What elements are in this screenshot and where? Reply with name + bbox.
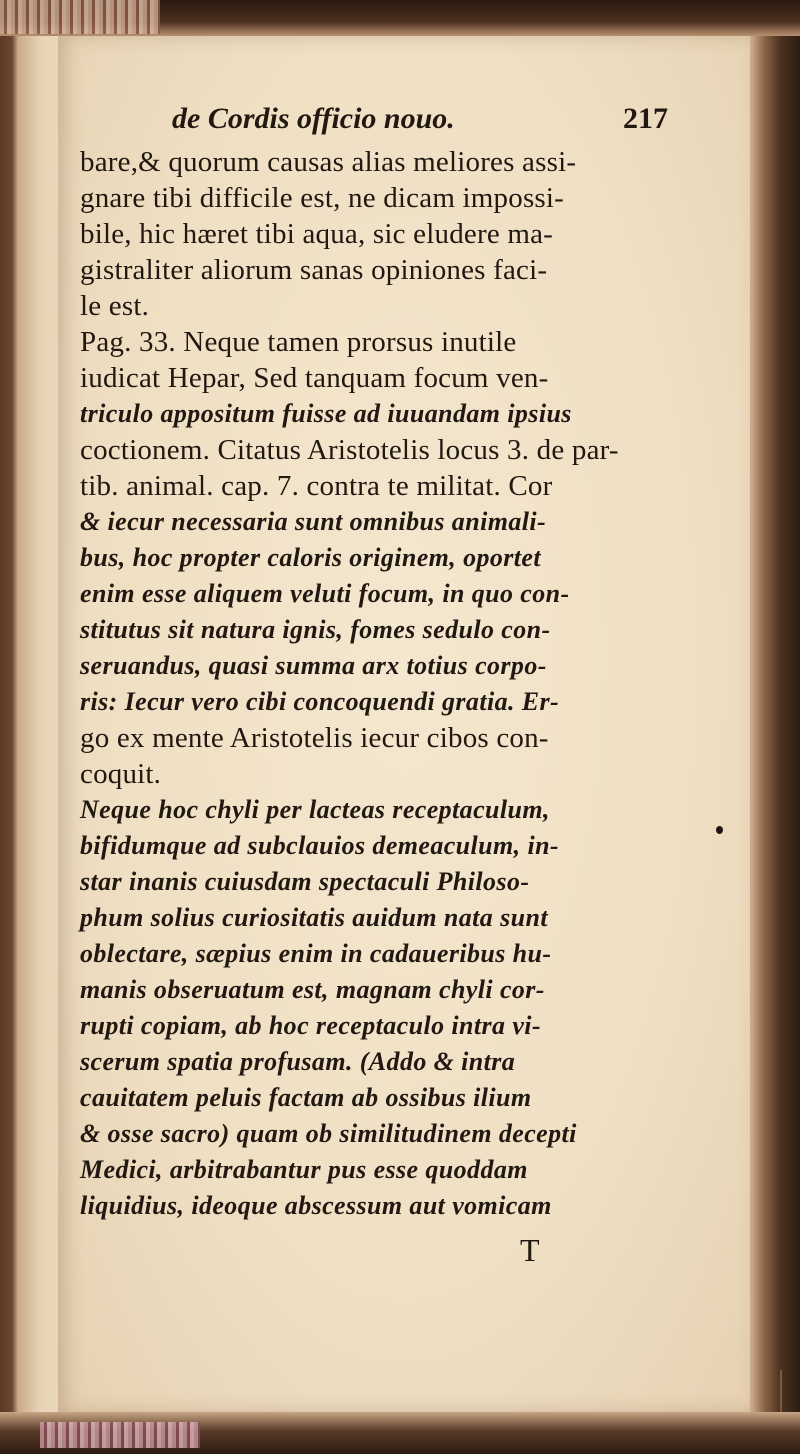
text-line: le est. [80, 290, 150, 322]
headband-ribbon [0, 0, 160, 34]
text-line: triculo appositum fuisse ad iuuandam ipsius [80, 399, 572, 428]
text-line: cauitatem peluis factam ab ossibus ilium [80, 1083, 532, 1112]
text-line: rupti copiam, ab hoc receptaculo intra vi- [80, 1011, 541, 1040]
text-line: coquit. [80, 758, 162, 790]
text-line: gistraliter aliorum sanas opiniones faci- [80, 254, 548, 286]
text-line: & osse sacro) quam ob similitudinem decepti [80, 1119, 577, 1148]
text-line: stitutus sit natura ignis, fomes sedulo con- [80, 615, 551, 644]
text-line: coctionem. Citatus Aristotelis locus 3. de par- [80, 434, 619, 466]
text-line: tib. animal. cap. 7. contra te militat. Cor [80, 470, 553, 502]
text-line: Pag. 33. Neque tamen prorsus inutile [80, 326, 517, 358]
signature-mark: T [520, 1232, 540, 1268]
text-line: oblectare, sæpius enim in cadaueribus hu- [80, 939, 552, 968]
text-line: Neque hoc chyli per lacteas receptaculum, [80, 795, 550, 824]
text-line: manis obseruatum est, magnam chyli cor- [80, 975, 545, 1004]
text-line: ris: Iecur vero cibi concoquendi gratia. Er- [80, 687, 560, 716]
text-line: scerum spatia profusam. (Addo & intra [80, 1047, 516, 1076]
text-line: enim esse aliquem veluti focum, in quo con- [80, 579, 570, 608]
body-text [80, 144, 660, 1224]
text-line: phum solius curiositatis auidum nata sunt [80, 903, 548, 932]
page-text-block [80, 102, 668, 1224]
text-line: Medici, arbitrabantur pus esse quoddam [80, 1155, 528, 1184]
tailband-ribbon [40, 1422, 200, 1448]
text-line: go ex mente Aristotelis iecur cibos con- [80, 722, 549, 754]
text-line: bifidumque ad subclauios demeaculum, in- [80, 831, 559, 860]
ink-speck [716, 826, 723, 834]
text-line: seruandus, quasi summa arx totius corpo- [80, 651, 547, 680]
text-line: & iecur necessaria sunt omnibus animali- [80, 507, 547, 536]
text-line: gnare tibi difficile est, ne dicam impossi- [80, 182, 565, 214]
text-line: bare,& quorum causas alias meliores assi- [80, 146, 577, 178]
text-line: liquidius, ideoque abscessum aut vomicam [80, 1191, 552, 1220]
text-line: bile, hic hæret tibi aqua, sic eludere ma- [80, 218, 554, 250]
text-line: star inanis cuiusdam spectaculi Philoso- [80, 867, 530, 896]
text-line: iudicat Hepar, Sed tanquam focum ven- [80, 362, 549, 394]
text-line: bus, hoc propter caloris originem, oportet [80, 543, 541, 572]
page-number: 217 [623, 102, 668, 135]
running-header [80, 102, 668, 144]
running-title: de Cordis officio nouo. [172, 102, 455, 135]
